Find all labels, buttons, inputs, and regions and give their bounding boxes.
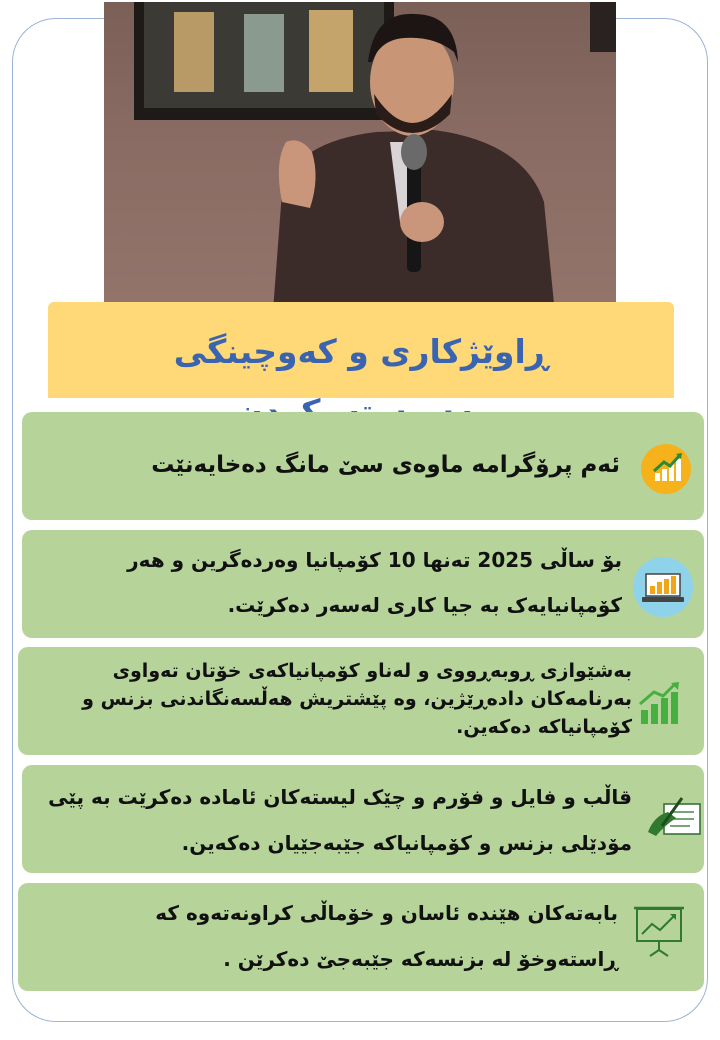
growth-chart-circle-icon <box>640 443 692 495</box>
info-card-text: بەشێوازی ڕوبەڕووی و لەناو کۆمپانیاکەی خۆتان تەواوی بەرنامەکان دادەڕێژین، وە پێشتریش هەڵسەنگاندنی بزنس و کۆمپانیاکە دەکەین. <box>82 660 632 738</box>
speaker-photo <box>104 2 616 324</box>
bar-chart-up-icon <box>637 680 683 726</box>
page-title: ڕاوێژکاری و کەوچینگی <box>173 332 549 371</box>
hand-writing-icon <box>642 792 704 840</box>
info-card-text: قاڵب و فایل و فۆرم و چێک لیستەکان ئامادە دەکرێت بە پێی مۆدێلی بزنس و کۆمپانیاکە جێبەجێیان دەکەین. <box>48 785 632 855</box>
presentation-board-icon <box>632 904 686 958</box>
info-card-text: بۆ ساڵی 2025 تەنها 10 کۆمپانیا وەردەگرین و هەر کۆمپانیایەک بە جیا کاری لەسەر دەکرێت. <box>127 548 622 617</box>
info-card-text: ئەم پرۆگرامە ماوەی سێ مانگ دەخایەنێت <box>151 452 620 478</box>
info-card-text: بابەتەکان هێندە ئاسان و خۆماڵی کراونەتەوە کە ڕاستەوخۆ لە بزنسەکە جێبەجێ دەکرێن . <box>155 901 618 971</box>
laptop-chart-icon <box>632 556 694 618</box>
speaker-illustration <box>104 2 616 324</box>
